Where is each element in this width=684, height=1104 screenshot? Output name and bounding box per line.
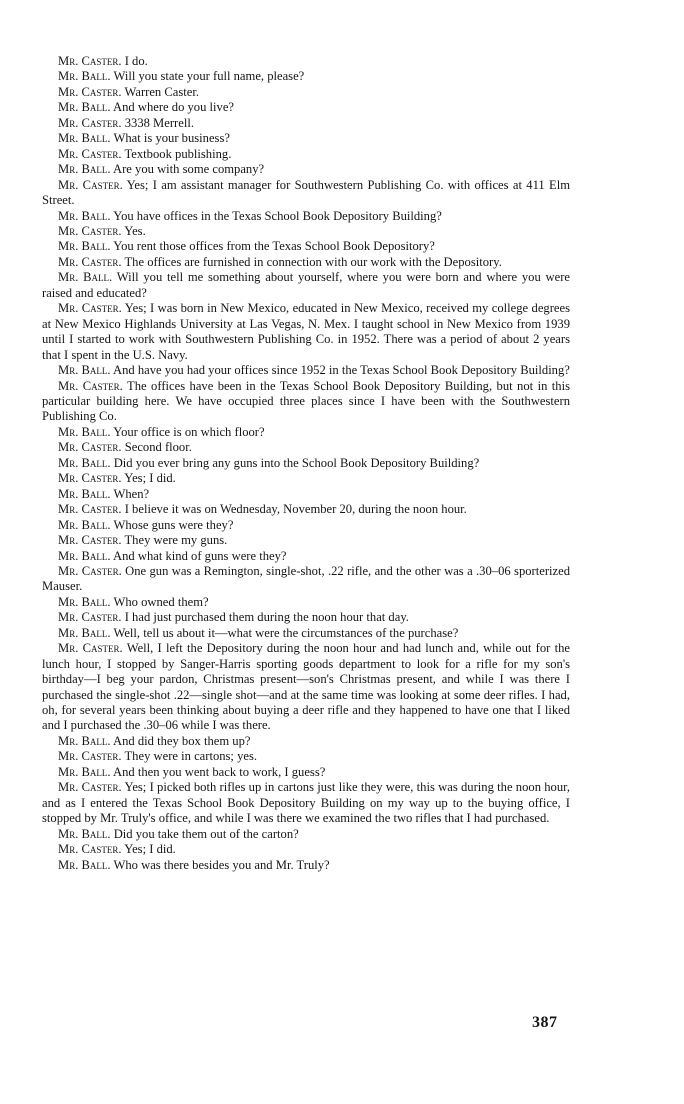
testimony-paragraph	[42, 100, 570, 115]
speaker-name: Mr. Caster.	[58, 84, 122, 99]
speech-text: Yes; I picked both rifles up in cartons just like they were, this was during the noon hour, and as I entered the Texas School Book Depository Building on my way up to the buying office, I stopped by Mr. Truly's office, and while I was there we examined the two rifles that I had purchased.	[42, 780, 570, 826]
speech-text: Who was there besides you and Mr. Truly?	[113, 857, 330, 872]
testimony-paragraph	[42, 765, 570, 780]
transcript-text	[42, 54, 570, 873]
speaker-name: Mr. Caster.	[58, 301, 122, 316]
speech-text: Yes.	[124, 223, 146, 238]
speaker-name: Mr. Caster.	[58, 440, 122, 455]
speech-text: Are you with some company?	[113, 162, 265, 177]
speech-text: When?	[113, 486, 150, 501]
speech-text: Whose guns were they?	[113, 517, 234, 532]
speech-text: I do.	[124, 54, 148, 68]
testimony-paragraph	[42, 255, 570, 270]
speaker-name: Mr. Ball.	[58, 239, 111, 254]
speaker-name: Mr. Ball.	[58, 100, 111, 115]
testimony-paragraph	[42, 301, 570, 363]
speaker-name: Mr. Caster.	[58, 610, 122, 625]
testimony-paragraph	[42, 780, 570, 826]
testimony-paragraph	[42, 239, 570, 254]
testimony-paragraph	[42, 178, 570, 209]
testimony-paragraph	[42, 224, 570, 239]
testimony-paragraph	[42, 379, 570, 425]
testimony-paragraph	[42, 116, 570, 131]
testimony-paragraph	[42, 518, 570, 533]
testimony-paragraph	[42, 549, 570, 564]
testimony-paragraph	[42, 270, 570, 301]
speaker-name: Mr. Caster.	[58, 254, 122, 269]
testimony-paragraph	[42, 54, 570, 69]
speaker-name: Mr. Caster.	[58, 842, 122, 857]
speaker-name: Mr. Ball.	[58, 131, 111, 146]
speaker-name: Mr. Caster.	[58, 115, 122, 130]
speaker-name: Mr. Caster.	[58, 749, 122, 764]
speaker-name: Mr. Caster.	[58, 54, 122, 68]
speech-text: What is your business?	[113, 131, 230, 146]
testimony-paragraph	[42, 533, 570, 548]
speaker-name: Mr. Caster.	[58, 502, 122, 517]
speech-text: You rent those offices from the Texas School Book Depository?	[113, 239, 435, 254]
speaker-name: Mr. Ball.	[58, 69, 111, 84]
testimony-paragraph	[42, 641, 570, 734]
speech-text: They were my guns.	[124, 533, 228, 548]
testimony-paragraph	[42, 425, 570, 440]
speech-text: Yes; I am assistant manager for Southwestern Publishing Co. with offices at 411 Elm Street.	[42, 177, 570, 208]
speech-text: The offices have been in the Texas School Book Depository Building, but not in this particular building here. We have occupied three places since I have been with the Southwestern Publishing Co.	[42, 378, 570, 424]
speech-text: Yes; I did.	[124, 842, 176, 857]
testimony-paragraph	[42, 85, 570, 100]
testimony-paragraph	[42, 147, 570, 162]
testimony-paragraph	[42, 209, 570, 224]
speech-text: And where do you live?	[113, 100, 235, 115]
testimony-paragraph	[42, 363, 570, 378]
speech-text: One gun was a Remington, single-shot, .22 rifle, and the other was a .30–06 sporterized Mauser.	[42, 563, 570, 594]
speech-text: I had just purchased them during the noon hour that day.	[124, 610, 409, 625]
testimony-paragraph	[42, 162, 570, 177]
testimony-paragraph	[42, 595, 570, 610]
speaker-name: Mr. Ball.	[58, 162, 111, 177]
testimony-paragraph	[42, 842, 570, 857]
speaker-name: Mr. Ball.	[58, 208, 111, 223]
speech-text: They were in cartons; yes.	[124, 749, 258, 764]
speaker-name: Mr. Ball.	[58, 548, 111, 563]
testimony-paragraph	[42, 471, 570, 486]
speaker-name: Mr. Caster.	[58, 533, 122, 548]
speech-text: And then you went back to work, I guess?	[113, 764, 326, 779]
speaker-name: Mr. Ball.	[58, 733, 111, 748]
speech-text: And what kind of guns were they?	[113, 548, 287, 563]
speech-text: Warren Caster.	[124, 84, 200, 99]
speaker-name: Mr. Ball.	[58, 363, 111, 378]
speaker-name: Mr. Ball.	[58, 594, 111, 609]
testimony-paragraph	[42, 69, 570, 84]
speech-text: 3338 Merrell.	[124, 115, 194, 130]
speaker-name: Mr. Caster.	[58, 177, 123, 192]
testimony-paragraph	[42, 827, 570, 842]
testimony-paragraph	[42, 734, 570, 749]
speaker-name: Mr. Ball.	[58, 857, 111, 872]
speech-text: You have offices in the Texas School Book Depository Building?	[113, 208, 442, 223]
speaker-name: Mr. Ball.	[58, 517, 111, 532]
speech-text: Yes; I did.	[124, 471, 176, 486]
testimony-paragraph	[42, 564, 570, 595]
speaker-name: Mr. Ball.	[58, 270, 113, 285]
testimony-paragraph	[42, 502, 570, 517]
testimony-paragraph	[42, 440, 570, 455]
speech-text: The offices are furnished in connection with our work with the Depository.	[124, 254, 502, 269]
speech-text: Will you state your full name, please?	[113, 69, 305, 84]
speech-text: Second floor.	[124, 440, 192, 455]
speaker-name: Mr. Caster.	[58, 563, 122, 578]
speaker-name: Mr. Caster.	[58, 780, 122, 795]
page-number: 387	[532, 1014, 558, 1031]
speech-text: Textbook publishing.	[124, 146, 232, 161]
speech-text: And did they box them up?	[113, 733, 251, 748]
testimony-paragraph	[42, 610, 570, 625]
testimony-paragraph	[42, 749, 570, 764]
testimony-paragraph	[42, 858, 570, 873]
speech-text: And have you had your offices since 1952 in the Texas School Book Depository Building?	[113, 363, 570, 378]
testimony-paragraph	[42, 487, 570, 502]
speech-text: Well, tell us about it—what were the circumstances of the purchase?	[113, 625, 459, 640]
speaker-name: Mr. Caster.	[58, 641, 123, 656]
speech-text: Yes; I was born in New Mexico, educated in New Mexico, received my college degrees at New Mexico Highlands University at Las Vegas, N. Mex. I taught school in New Mexico from 1939 until I started to work with Southwestern Publishing Co. in 1952. There was a period of about 2 years that I spent in the U.S. Navy.	[42, 301, 570, 362]
testimony-paragraph	[42, 131, 570, 146]
speech-text: Did you ever bring any guns into the School Book Depository Building?	[113, 455, 480, 470]
speech-text: Your office is on which floor?	[113, 424, 265, 439]
testimony-paragraph	[42, 456, 570, 471]
speaker-name: Mr. Ball.	[58, 455, 111, 470]
testimony-paragraph	[42, 626, 570, 641]
speaker-name: Mr. Ball.	[58, 486, 111, 501]
speech-text: I believe it was on Wednesday, November 20, during the noon hour.	[124, 502, 467, 517]
speaker-name: Mr. Ball.	[58, 826, 111, 841]
speaker-name: Mr. Caster.	[58, 146, 122, 161]
speech-text: Did you take them out of the carton?	[113, 826, 299, 841]
speaker-name: Mr. Caster.	[58, 378, 123, 393]
speaker-name: Mr. Ball.	[58, 764, 111, 779]
speaker-name: Mr. Ball.	[58, 424, 111, 439]
speaker-name: Mr. Ball.	[58, 625, 111, 640]
speech-text: Will you tell me something about yourself, where you were born and where you were raised and educated?	[42, 270, 571, 300]
speech-text: Well, I left the Depository during the noon hour and had lunch and, while out for the lunch hour, I stopped by Sanger-Harris sporting goods department to look for a rifle for my son's birthday—I beg your pardon, Christmas present—son's Christmas present, and while I was there I purchased the single-shot .22—single shot—and at the same time was looking at some deer rifles. I had, oh, for several years been thinking about buying a deer rifle and they happened to have one that I liked and I purchased the .30–06 while I was there.	[42, 641, 570, 733]
speaker-name: Mr. Caster.	[58, 471, 122, 486]
speaker-name: Mr. Caster.	[58, 223, 122, 238]
speech-text: Who owned them?	[113, 594, 209, 609]
